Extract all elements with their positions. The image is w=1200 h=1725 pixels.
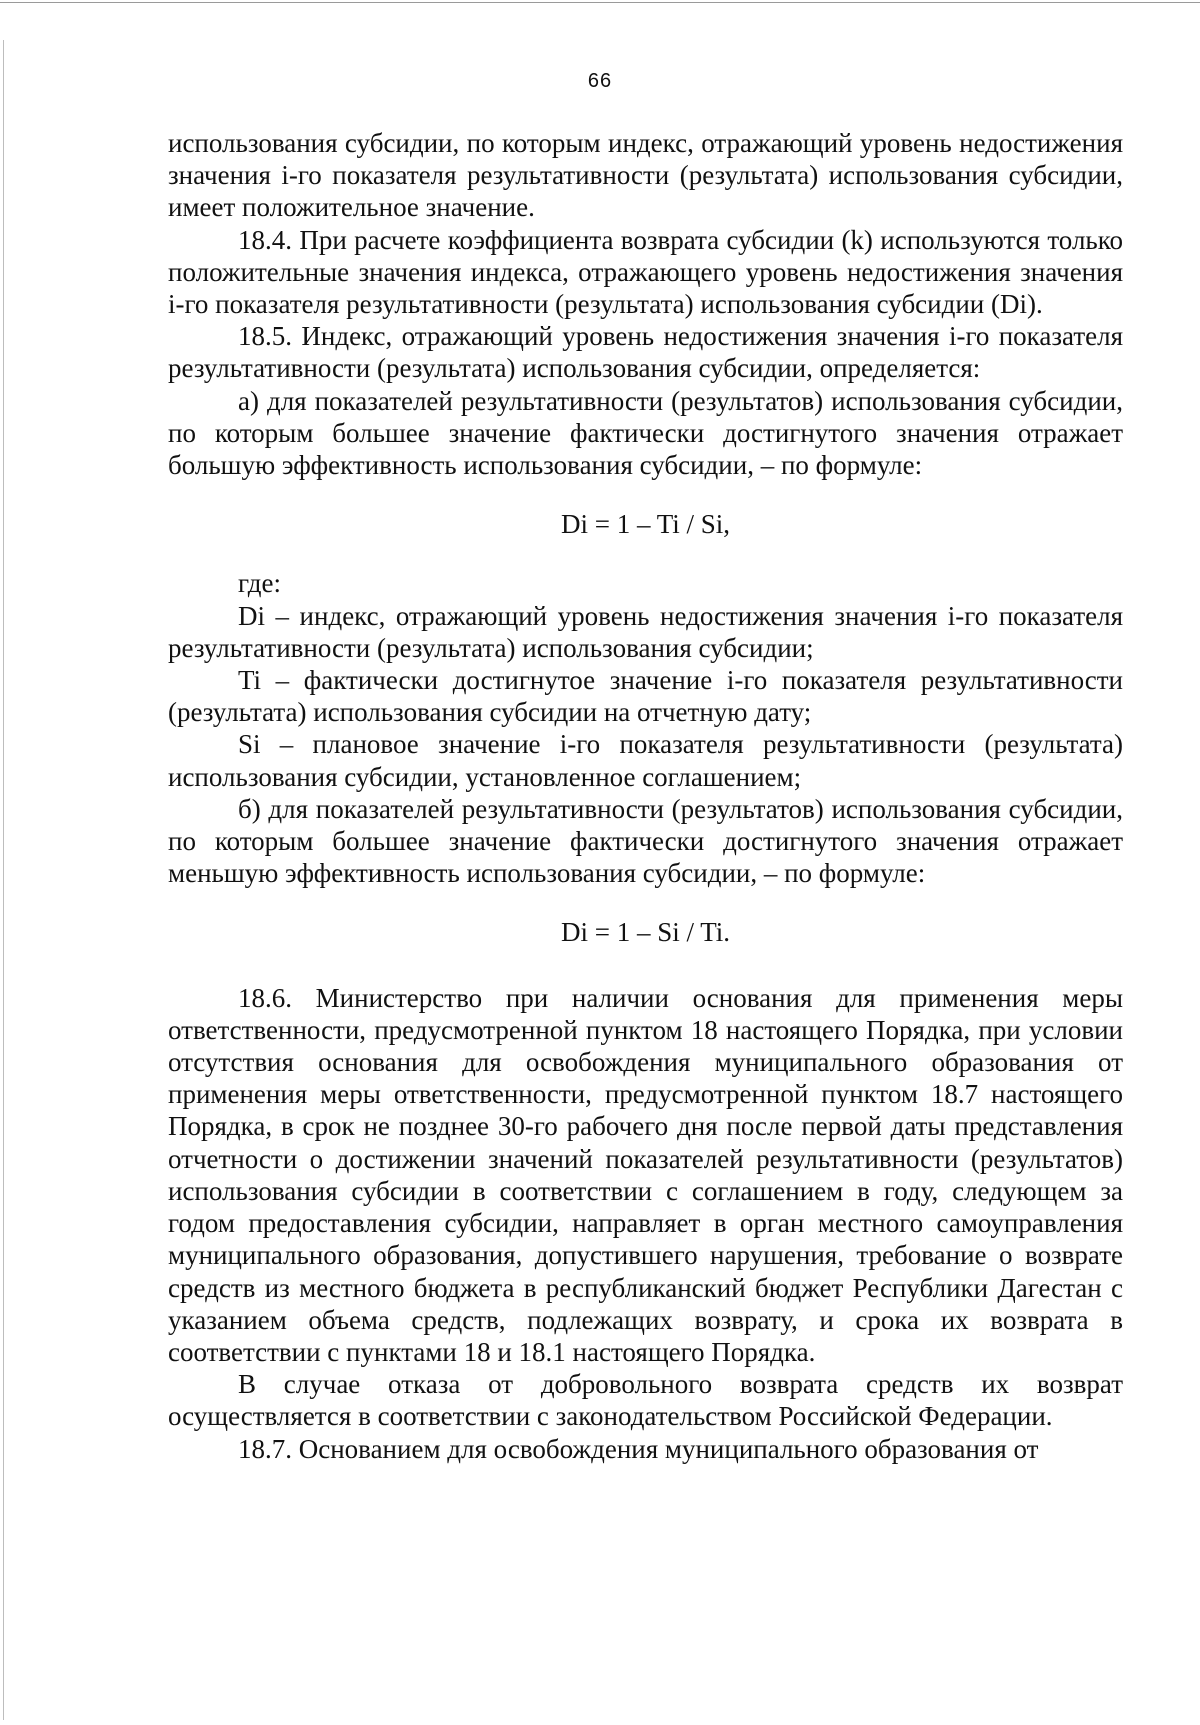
definition-ti: Ti – фактически достигнутое значение i-го показателя результативности (результата) использования субсидии на отчетную дату; (168, 665, 1123, 728)
paragraph-refusal: В случае отказа от добровольного возврата средств их возврат осуществляется в соответствии с законодательством Российской Федерации. (168, 1369, 1123, 1432)
definition-si: Si – плановое значение i-го показателя результативности (результата) использования субсидии, установленное соглашением; (168, 729, 1123, 792)
paragraph-18-5: 18.5. Индекс, отражающий уровень недостижения значения i-го показателя результативности (результата) использования субсидии, определяется: (168, 321, 1123, 384)
where-label: где: (238, 568, 281, 599)
formula-di-2: Di = 1 – Si / Ti. (560, 917, 731, 948)
document-body (168, 127, 1123, 1465)
paragraph-18-7: 18.7. Основанием для освобождения муниципального образования от (238, 1433, 1039, 1464)
paragraph-18-4: 18.4. При расчете коэффициента возврата субсидии (k) используются только положительные значения индекса, отражающего уровень недостижения значения i-го показателя результативности (результата) использования субсидии (Di). (168, 224, 1123, 320)
paragraph-item-a: а) для показателей результативности (результатов) использования субсидии, по которым большее значение фактически достигнутого значения отражает большую эффективность использования субсидии, – по формуле: (168, 385, 1123, 481)
paragraph-item-b: б) для показателей результативности (результатов) использования субсидии, по которым большее значение фактически достигнутого значения отражает меньшую эффективность использования субсидии, – по формуле: (168, 793, 1123, 889)
formula-di-1: Di = 1 – Ti / Si, (560, 509, 731, 540)
paragraph-continuation: использования субсидии, по которым индекс, отражающий уровень недостижения значения i-го показателя результативности (результата) использования субсидии, имеет положительное значение. (168, 128, 1123, 223)
definition-di: Di – индекс, отражающий уровень недостижения значения i-го показателя результативности (результата) использования субсидии; (168, 600, 1123, 663)
page-number: 66 (587, 70, 613, 92)
scan-edge-left (3, 40, 4, 1720)
scan-edge-top (0, 2, 1200, 3)
paragraph-18-6: 18.6. Министерство при наличии основания для применения меры ответственности, предусмотренной пунктом 18 настоящего Порядка, при условии отсутствия основания для освобождения муниципального образования от применения меры ответственности, предусмотренной пунктом 18.7 настоящего Порядка, в срок не позднее 30-го рабочего дня после первой даты представления отчетности о достижении значений показателей результативности (результатов) использования субсидии в соответствии с соглашением в году, следующем за годом предоставления субсидии, направляет в орган местного самоуправления муниципального образования, допустившего нарушения, требование о возврате средств из местного бюджета в республиканский бюджет Республики Дагестан с указанием объема средств, подлежащих возврату, и срока их возврата в соответствии с пунктами 18 и 18.1 настоящего Порядка. (168, 982, 1123, 1367)
